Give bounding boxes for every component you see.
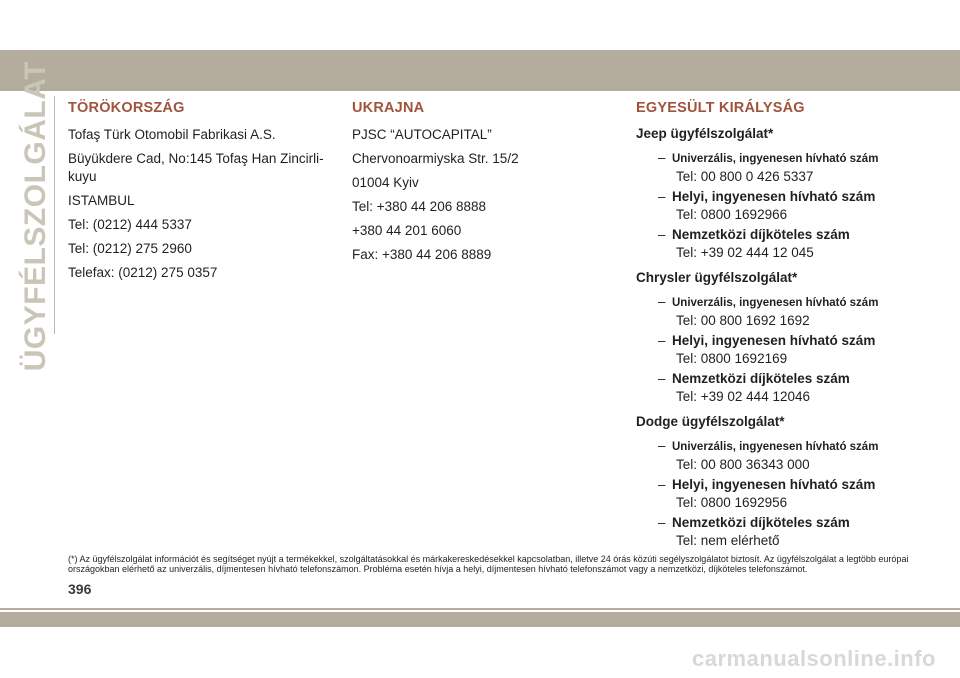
dash: – xyxy=(658,294,666,309)
phone-line: Tel: +39 02 444 12046 xyxy=(676,389,810,404)
footnote: (*) Az ügyfélszolgálat információt és segítséget nyújt a termékekkel, szolgáltatásokkal és márkakereskedésekkel kapcsolatban, illetve 24 órás közúti segélyszolgálatot biztosít. Az ügyfélszolgálat a legtöbb európai országokban elérhető az univerzális, díjmentesen hívható telefonszámon. Probléma esetén hívja a helyi, díjmentesen hívható telefonszámot vagy a nemzetközi, díjköteles telefonszámot. xyxy=(68,554,909,574)
dash: – xyxy=(658,515,666,530)
contact-label: Univerzális, ingyenesen hívható szám xyxy=(672,441,879,453)
contact-label: Helyi, ingyenesen hívható szám xyxy=(672,333,876,348)
contact-entry xyxy=(636,226,936,244)
contact-label: Univerzális, ingyenesen hívható szám xyxy=(672,153,879,165)
contact-entry xyxy=(636,476,936,494)
heading-ukraine: UKRAJNA xyxy=(352,100,425,116)
phone-line: Tel: +380 44 206 8888 xyxy=(352,199,486,214)
side-divider xyxy=(54,96,55,334)
address-line: Tofaş Türk Otomobil Fabrikasi A.S. xyxy=(68,127,276,142)
phone-line: +380 44 201 6060 xyxy=(352,223,462,238)
phone-line: Tel: 0800 1692956 xyxy=(676,495,788,510)
phone-line: Tel: (0212) 275 2960 xyxy=(68,241,192,256)
contact-label: Nemzetközi díjköteles szám xyxy=(672,227,850,242)
address-line: Büyükdere Cad, No:145 Tofaş Han Zincirli-kuyu xyxy=(68,151,324,184)
brand-title: Chrysler ügyfélszolgálat* xyxy=(636,270,798,285)
section-side-tab-label: ÜGYFÉLSZOLGÁLAT xyxy=(19,60,52,372)
brand-group-dodge xyxy=(636,414,936,550)
page-number: 396 xyxy=(68,581,92,597)
top-band xyxy=(0,50,960,91)
dash: – xyxy=(658,477,666,492)
brand-title: Dodge ügyfélszolgálat* xyxy=(636,414,785,429)
contact-label: Helyi, ingyenesen hívható szám xyxy=(672,189,876,204)
address-line: PJSC “AUTOCAPITAL” xyxy=(352,127,492,142)
contact-entry xyxy=(636,293,936,312)
contact-entry xyxy=(636,149,936,168)
address-line: 01004 Kyiv xyxy=(352,175,419,190)
contact-label: Nemzetközi díjköteles szám xyxy=(672,371,850,386)
phone-line: Tel: 0800 1692966 xyxy=(676,207,788,222)
brand-title: Jeep ügyfélszolgálat* xyxy=(636,126,774,141)
column-ukraine xyxy=(352,100,622,270)
contact-entry xyxy=(636,370,936,388)
heading-united-kingdom: EGYESÜLT KIRÁLYSÁG xyxy=(636,100,805,116)
phone-line: Tel: 00 800 0 426 5337 xyxy=(676,169,814,184)
column-united-kingdom xyxy=(636,100,936,558)
contact-entry xyxy=(636,514,936,532)
address-line: Chervonoarmiyska Str. 15/2 xyxy=(352,151,519,166)
contact-label: Helyi, ingyenesen hívható szám xyxy=(672,477,876,492)
column-turkey xyxy=(68,100,338,288)
brand-group-jeep xyxy=(636,126,936,262)
address-line: ISTAMBUL xyxy=(68,193,135,208)
phone-line: Tel: nem elérhető xyxy=(676,533,780,548)
contact-label: Univerzális, ingyenesen hívható szám xyxy=(672,297,879,309)
dash: – xyxy=(658,227,666,242)
contact-entry xyxy=(636,437,936,456)
contact-entry xyxy=(636,188,936,206)
bottom-rule xyxy=(0,608,960,610)
phone-line: Tel: 00 800 36343 000 xyxy=(676,457,810,472)
phone-line: Tel: 0800 1692169 xyxy=(676,351,788,366)
contact-label: Nemzetközi díjköteles szám xyxy=(672,515,850,530)
phone-line: Tel: +39 02 444 12 045 xyxy=(676,245,814,260)
fax-line: Fax: +380 44 206 8889 xyxy=(352,247,492,262)
dash: – xyxy=(658,371,666,386)
dash: – xyxy=(658,150,666,165)
watermark-text: carmanualsonline.info xyxy=(692,646,936,671)
brand-group-chrysler xyxy=(636,270,936,406)
dash: – xyxy=(658,438,666,453)
dash: – xyxy=(658,333,666,348)
bottom-band xyxy=(0,612,960,627)
phone-line: Tel: (0212) 444 5337 xyxy=(68,217,192,232)
contact-entry xyxy=(636,332,936,350)
phone-line: Tel: 00 800 1692 1692 xyxy=(676,313,810,328)
dash: – xyxy=(658,189,666,204)
fax-line: Telefax: (0212) 275 0357 xyxy=(68,265,218,280)
heading-turkey: TÖRÖKORSZÁG xyxy=(68,100,185,116)
section-side-tab xyxy=(18,60,54,372)
